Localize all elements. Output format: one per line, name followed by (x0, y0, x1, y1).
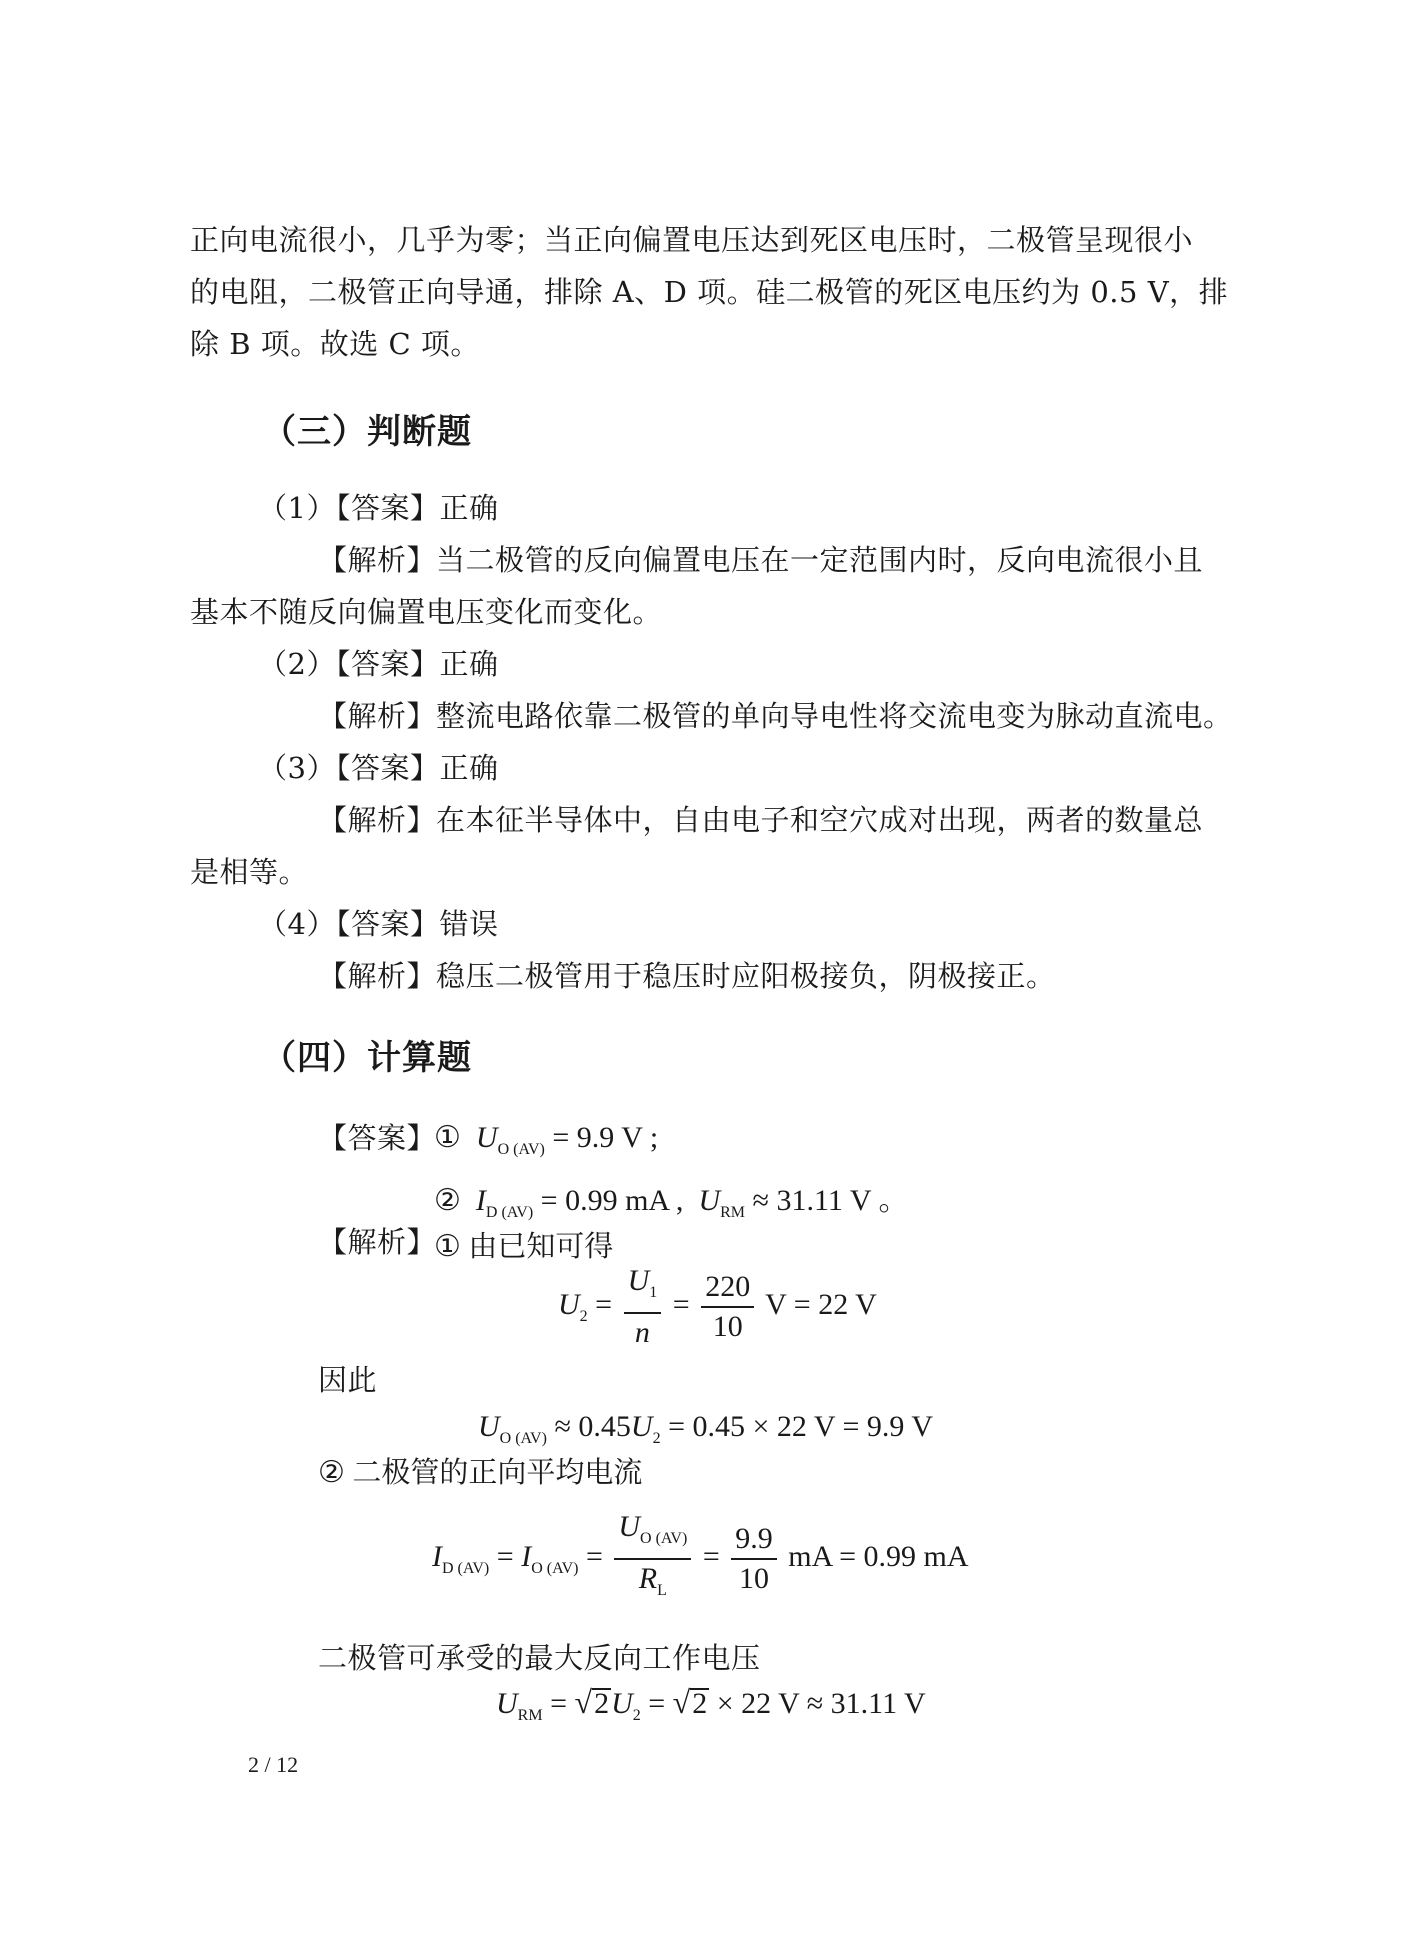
q2-analysis-line-1: 【解析】整流电路依靠二极管的单向导电性将交流电变为脉动直流电。 (318, 699, 1233, 733)
q1-analysis-line-2: 基本不随反向偏置电压变化而变化。 (190, 595, 663, 629)
max-reverse-text: 二极管可承受的最大反向工作电压 (318, 1641, 761, 1675)
section-heading-calculation: （四）计算题 (262, 1038, 472, 1078)
equation-u2-result: V = 22 V (765, 1287, 877, 1321)
circle-number-1-analysis: ① (434, 1230, 461, 1263)
page-number: 2 / 12 (248, 1752, 299, 1777)
calc-answer-2 (434, 1175, 908, 1222)
equation-uo-av: $U_{O (AV)} \approx 0.45U_2 = 0.45 \times 22$ V = 9.9 V (478, 1410, 934, 1447)
equation-id-av: $I_{D (AV)} = I_{O (AV)}$ = $\frac{U_{O (AV)}}{R_L}$ = $\frac{9.9}{10}$ mA = 0.99 mA (432, 1508, 969, 1610)
fraction-uo-over-rl: $\frac{U_{O (AV)}}{R_L}$ (614, 1508, 691, 1610)
circle-number-1: ① (434, 1121, 461, 1154)
answer-1-value: = 9.9 V ; (552, 1121, 659, 1154)
q2-answer: （2）【答案】正确 (258, 647, 499, 681)
q1-answer: （1）【答案】正确 (258, 491, 499, 525)
section-heading-judgment: （三）判断题 (262, 412, 472, 452)
symbol-I-D-AV: $I_{D (AV)}$ (468, 1184, 534, 1221)
symbol-U-O-AV: $U_{O (AV)}$ (468, 1121, 545, 1158)
answer-2-value-current: = 0.99 mA , (540, 1184, 684, 1217)
circle-number-2: ② (434, 1184, 461, 1217)
circle-number-2-analysis: ② (318, 1456, 345, 1489)
q1-analysis-line-1: 【解析】当二极管的反向偏置电压在一定范围内时，反向电流很小且 (318, 543, 1204, 577)
equation-u2: $U_2$ = $\frac{U_1}{n}$ = $\frac{220}{10}$ V = 22 V (558, 1262, 877, 1352)
intro-line-1: 正向电流很小，几乎为零；当正向偏置电压达到死区电压时，二极管呈现很小 (190, 223, 1194, 257)
fraction-220-over-10: $\frac{220}{10}$ (701, 1268, 754, 1346)
equation-id-result: mA = 0.99 mA (788, 1539, 969, 1573)
q3-analysis-line-1: 【解析】在本征半导体中，自由电子和空穴成对出现，两者的数量总 (318, 803, 1204, 837)
q4-answer: （4）【答案】错误 (258, 907, 499, 941)
symbol-U-RM: $U_{RM}$ (690, 1184, 746, 1221)
q4-analysis-line-1: 【解析】稳压二极管用于稳压时应阳极接负，阴极接正。 (318, 959, 1056, 993)
q3-answer: （3）【答案】正确 (258, 751, 499, 785)
calc-answer-label: 【答案】 (318, 1121, 437, 1155)
therefore-text: 因此 (318, 1363, 378, 1397)
equation-urm: $U_{RM} = √2U_2 = √2 \times 22$ V ≈ 31.11 V (496, 1684, 926, 1724)
calc-analysis-label: 【解析】 (318, 1225, 437, 1259)
fraction-u1-over-n: $\frac{U_1}{n}$ (624, 1262, 662, 1352)
intro-line-2: 的电阻，二极管正向导通，排除 A、D 项。硅二极管的死区电压约为 0.5 V，排 (190, 275, 1229, 309)
q3-analysis-line-2: 是相等。 (190, 855, 309, 889)
fraction-9-9-over-10: $\frac{9.9}{10}$ (731, 1520, 777, 1598)
calc-analysis-step-1 (434, 1224, 613, 1265)
calc-answer-1 (434, 1120, 658, 1159)
intro-line-3: 除 B 项。故选 C 项。 (190, 327, 480, 361)
answer-2-value-voltage: ≈ 31.11 V 。 (752, 1184, 909, 1217)
known-text: 由已知可得 (468, 1229, 614, 1263)
step2-text: 二极管的正向平均电流 (352, 1455, 643, 1489)
calc-analysis-step-2 (318, 1450, 642, 1491)
